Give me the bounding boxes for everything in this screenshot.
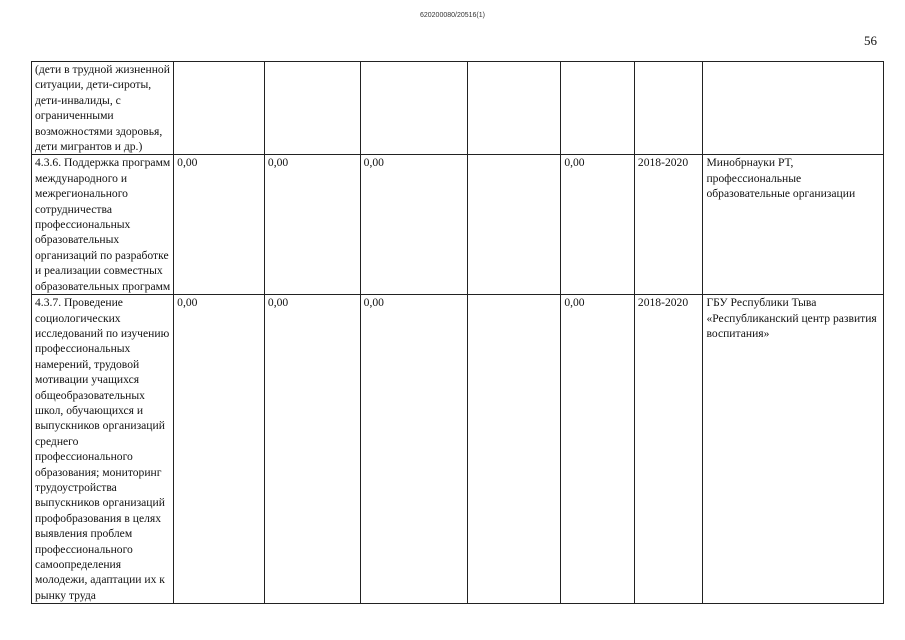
measure-cell: (дети в трудной жизненной ситуации, дети-сироты, дети-инвалиды, с ограниченными возможностями здоровья, дети мигрантов и др.) (32, 62, 174, 155)
funding-cell: 0,00 (561, 155, 635, 295)
funding-cell: 0,00 (174, 155, 265, 295)
period-cell (634, 62, 703, 155)
funding-cell (561, 62, 635, 155)
funding-cell: 0,00 (561, 295, 635, 604)
program-measures-table (31, 61, 884, 604)
funding-cell: 0,00 (264, 295, 360, 604)
period-cell: 2018-2020 (634, 155, 703, 295)
funding-cell: 0,00 (360, 295, 467, 604)
table-row (32, 62, 884, 155)
executor-cell (703, 62, 884, 155)
period-cell: 2018-2020 (634, 295, 703, 604)
funding-cell: 0,00 (360, 155, 467, 295)
table-row (32, 295, 884, 604)
measure-cell: 4.3.7. Проведение социологических исследований по изучению профессиональных намерений, трудовой мотивации учащихся общеобразовательных школ, обучающихся и выпускников организаций среднего профессионального образования; мониторинг трудоустройства выпускников организаций профобразования в целях выявления проблем профессионального самоопределения молодежи, адаптации их к рынку труда (32, 295, 174, 604)
funding-cell (467, 62, 561, 155)
executor-cell: ГБУ Республики Тыва «Республиканский центр развития воспитания» (703, 295, 884, 604)
funding-cell: 0,00 (174, 295, 265, 604)
funding-cell: 0,00 (264, 155, 360, 295)
document-id: 620200080/20516(1) (419, 12, 485, 19)
funding-cell (360, 62, 467, 155)
funding-cell (467, 295, 561, 604)
executor-cell: Минобрнауки РТ, профессиональные образовательные организации (703, 155, 884, 295)
page-number: 56 (864, 33, 877, 48)
measure-cell: 4.3.6. Поддержка программ международного и межрегионального сотрудничества профессиональных образовательных организаций по разработке и реализации совместных образовательных программ (32, 155, 174, 295)
table-row (32, 155, 884, 295)
funding-cell (467, 155, 561, 295)
funding-cell (264, 62, 360, 155)
funding-cell (174, 62, 265, 155)
